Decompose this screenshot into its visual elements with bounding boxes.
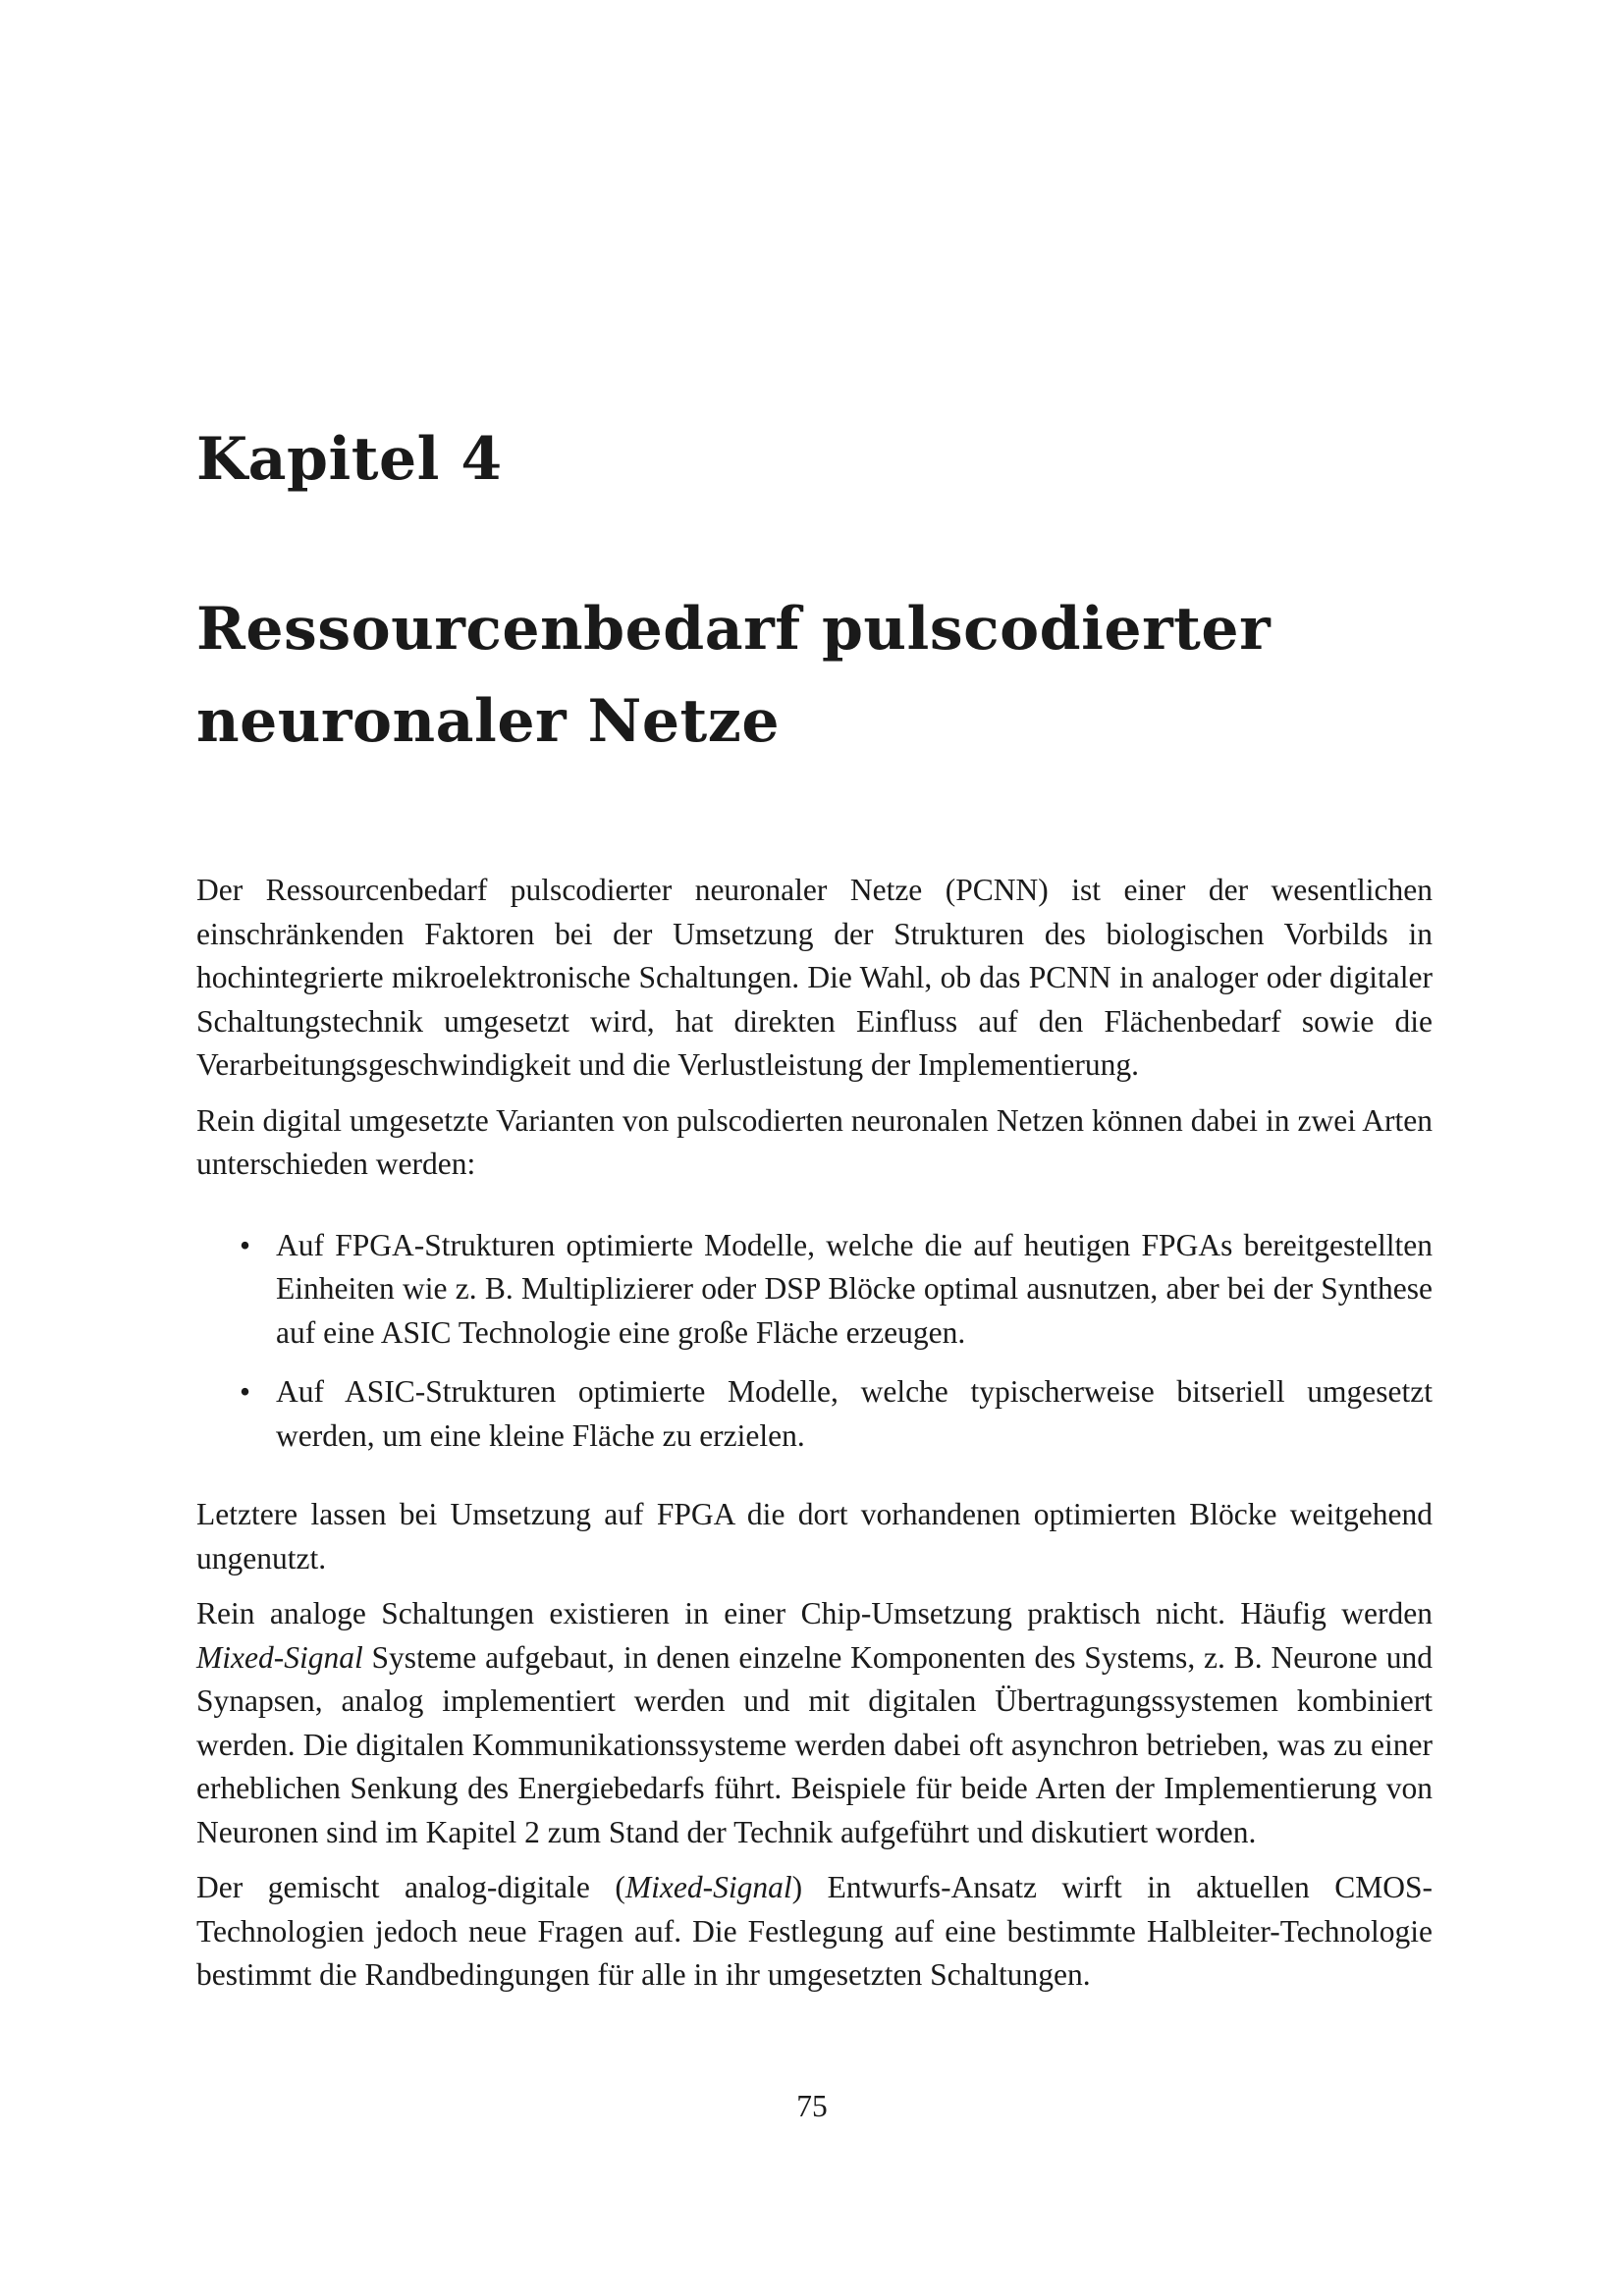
chapter-label: Kapitel 4 [196,425,503,494]
chapter-title-line-1: Ressourcenbedarf pulscodierter [196,595,1272,664]
paragraph-2: Rein digital umgesetzte Varianten von pulscodierten neuronalen Netzen können dabei in zwei Arten unterschieden werden: [196,1102,1433,1181]
paragraph-5-text-a: Der gemischt analog-digitale ( [196,1870,625,1904]
chapter-title-line-2: neuronaler Netze [196,687,780,756]
chapter-title [196,583,1434,768]
bullet-icon: • [240,1374,251,1409]
paragraph-4 [196,1592,1433,1854]
mixed-signal-emphasis: Mixed-Signal [624,1870,792,1904]
page-number: 75 [796,2089,828,2123]
paragraph-5 [196,1866,1433,1998]
bullet-list [196,1224,1433,1459]
mixed-signal-emphasis: Mixed-Signal [196,1639,363,1675]
list-item-text: Auf ASIC-Strukturen optimierte Modelle, welche typischerweise bitseriell umgesetzt werden, um eine kleine Fläche zu erzielen. [276,1374,1433,1453]
list-item [196,1370,1433,1458]
paragraph-1: Der Ressourcenbedarf pulscodierter neuronaler Netze (PCNN) ist einer der wesentlichen einschränkenden Faktoren bei der Umsetzung der Strukturen des biologischen Vorbilds in hochintegrierte mikroelektronische Schaltungen. Die Wahl, ob das PCNN in analoger oder digitaler Schaltungstechnik umgesetzt wird, hat direkten Einfluss auf den Flächenbedarf sowie die Verarbeitungsgeschwindigkeit und die Verlustleistung der Implementierung. [196,873,1433,1082]
body-text [196,869,1433,2009]
paragraph-3: Letztere lassen bei Umsetzung auf FPGA die dort vorhandenen optimierten Blöcke weitgehend ungenutzt. [196,1497,1433,1575]
list-item [196,1224,1433,1356]
paragraph-4-text-a: Rein analoge Schaltungen existieren in einer Chip-Umsetzung praktisch nicht. Häufig werden [196,1596,1433,1630]
paragraph-5-text-b: ) Entwurfs-Ansatz wirft in aktuellen CMOS-Technologien jedoch neue Fragen auf. Die Festlegung auf eine bestimmte Halbleiter-Technologie bestimmt die Randbedingungen für alle in ihr umgesetzten Schaltungen. [196,1870,1434,1992]
paragraph-4-text-b: Systeme aufgebaut, in denen einzelne Komponenten des Systems, z. B. Neurone und Synapsen, analog implementiert werden und mit digitalen Übertragungssystemen kombiniert werden. Die digitalen Kommunikationssysteme werden dabei oft asynchron betrieben, was zu einer erheblichen Senkung des Energiebedarfs führt. Beispiele für beide Arten der Implementierung von Neuronen sind im Kapitel 2 zum Stand der Technik aufgeführt und diskutiert worden. [196,1639,1433,1849]
bullet-icon: • [240,1227,251,1262]
list-item-text: Auf FPGA-Strukturen optimierte Modelle, welche die auf heutigen FPGAs bereitgestellten Einheiten wie z. B. Multiplizierer oder DSP Blöcke optimal ausnutzen, aber bei der Synthese auf eine ASIC Technologie eine große Fläche erzeugen. [276,1227,1433,1350]
